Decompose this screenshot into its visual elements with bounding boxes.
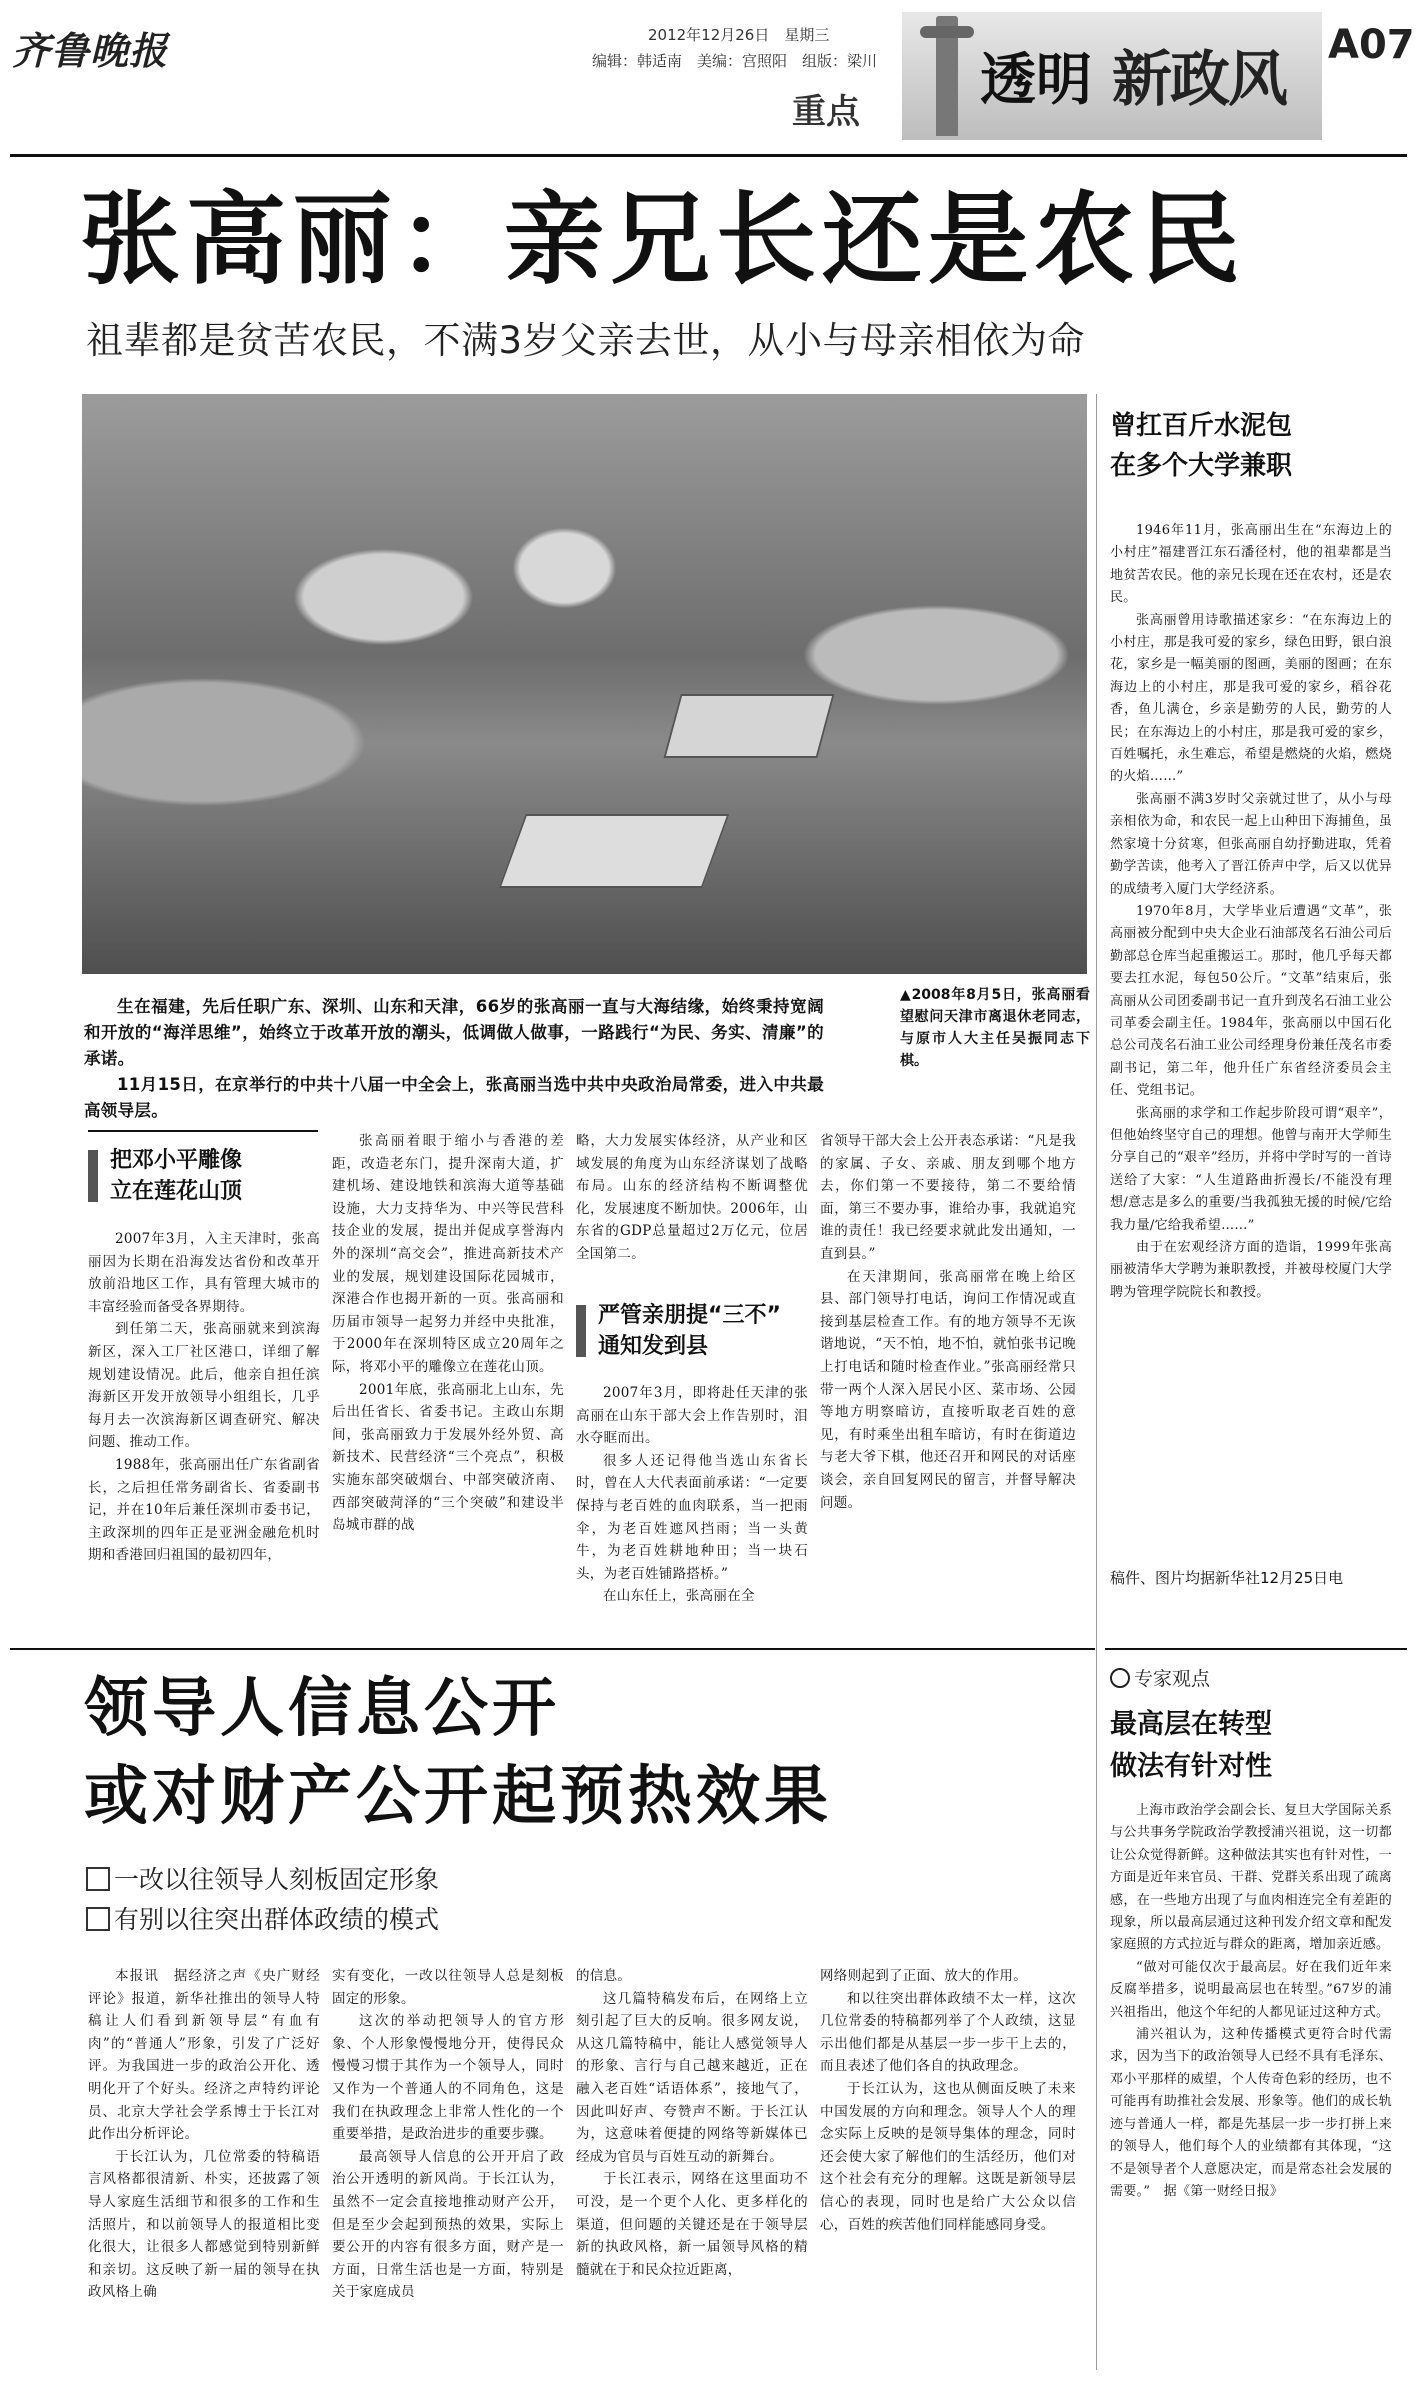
page-number: A07 xyxy=(1328,22,1415,68)
body-paragraph: 2001年底，张高丽北上山东，先后出任省长、省委书记。主政山东期间，张高丽致力于发展外经外贸、高新技术、民营经济“三个亮点”，积极实施东部突破烟台、中部突破济南、西部突破菏泽的“三个突破”和建设半岛城市群的战 xyxy=(332,1381,564,1534)
col3-subhead xyxy=(576,1300,808,1362)
expert-text xyxy=(1110,1800,1392,2370)
square-bullet-icon xyxy=(86,1867,110,1891)
story1-col2 xyxy=(332,1130,564,1638)
paper-name-logo: 齐鲁晚报 xyxy=(12,28,169,73)
right-column-divider xyxy=(1096,394,1097,2370)
expert-label-text: 专家观点 xyxy=(1134,1668,1211,1690)
expert-rule xyxy=(1105,1648,1407,1650)
banner-box xyxy=(902,12,1322,140)
column-divider xyxy=(88,1130,318,1132)
lead-paragraph-1: 生在福建，先后任职广东、深圳、山东和天津，66岁的张高丽一直与大海结缘，始终秉持宽阔和开放的“海洋思维”，始终立于改革开放的潮头，低调做人做事，一路践行“为民、务实、清廉”的承诺。 xyxy=(84,997,824,1068)
sidebar-paragraph: 1946年11月，张高丽出生在“东海边上的小村庄”福建晋江东石潘径村，他的祖辈都是当地贫苦农民。他的亲兄长现在还在农村，还是农民。 xyxy=(1110,523,1392,606)
subhead-marker xyxy=(88,1150,98,1202)
expert-title-line2: 做法有针对性 xyxy=(1110,1751,1272,1782)
body-paragraph: 在山东任上，张高丽在全 xyxy=(603,1588,755,1605)
expert-paragraph: 上海市政治学会副会长、复旦大学国际关系与公共事务学院政治学教授浦兴祖说，这一切都让公众觉得新鲜。这种做法其实也有针对性，一方面是近年来官员、干群、党群关系出现了疏离感，在一些地方出现了与血肉相连完全有差距的现象，所以最高层通过这种刊发介绍文章和配发家庭照的方式拉近与群众的距离，增加亲近感。 xyxy=(1110,1803,1392,1953)
col3-subhead-text xyxy=(598,1300,781,1362)
masthead-rule xyxy=(10,154,1407,157)
body-paragraph: 最高领导人信息的公开开启了政治公开透明的新风尚。于长江认为，虽然不一定会直接地推动财产公开，但是至少会起到预热的效果，实际上要公开的内容有很多方面，财产是一方面，日常生活也是一方面，特别是关于家庭成员 xyxy=(332,2148,564,2301)
expert-paragraph: 浦兴祖认为，这种传播模式更符合时代需求，因为当下的政治领导人已经不具有毛泽东、邓小平那样的威望，个人传奇色彩的经历，也不可能再有助推社会发展、形象等。他们的成长轨迹与普通人一样，都是先基层一步一步打拼上来的领导人，他们每个人的业绩都有其体现，“这不是领导者个人意愿决定，而是常态社会发展的需要。” 据《第一财经日报》 xyxy=(1110,2027,1392,2199)
col3-subhead-line2: 通知发到县 xyxy=(598,1334,709,1359)
expert-title-line1: 最高层在转型 xyxy=(1110,1709,1272,1740)
story2-col1 xyxy=(88,1965,320,2370)
sidebar-paragraph: 1970年8月，大学毕业后遭遇“文革”，张高丽被分配到中央大企业石油部茂名石油公司后勤部总仓库当起重搬运工。那时，他几乎每天都要去扛水泥，每包50公斤。“文革”结束后，张高丽从公司团委副书记一直升到茂名石油工业公司革委会副主任。1984年，张高丽以中国石化总公司茂名石油工业公司经理身份兼任茂名市委副书记，第二年，他升任广东省经济委员会主任、党组书记。 xyxy=(1110,903,1392,1099)
lead-paragraph-2: 11月15日，在京举行的中共十八届一中全会上，张高丽当选中共中央政治局常委，进入中共最高领导层。 xyxy=(84,1075,824,1120)
body-paragraph: 的信息。 xyxy=(576,1968,632,1984)
col1-subhead-text xyxy=(110,1145,242,1207)
body-paragraph: 2007年3月，即将赴任天津的张高丽在山东干部大会上作告别时，泪水夺眶而出。 xyxy=(576,1385,808,1447)
body-paragraph: 于长江认为，几位常委的特稿语言风格都很清新、朴实，还披露了领导人家庭生活细节和很多的工作和生活照片，和以前领导人的报道相比变化很大，让很多人都感觉到特别新鲜和亲切。这反映了新一届的领导在执政风格上确 xyxy=(88,2148,320,2301)
sidebar-paragraph: 由于在宏观经济方面的造诣，1999年张高丽被清华大学聘为兼职教授，并被母校厦门大学聘为管理学院院长和教授。 xyxy=(1110,1240,1392,1300)
deck-text: 一改以往领导人刻板固定形象 xyxy=(114,1865,440,1894)
chessboard-image xyxy=(499,814,730,888)
news-photo xyxy=(82,394,1087,974)
body-paragraph: 在天津期间，张高丽常在晚上给区县、部门领导打电话，询问工作情况或直接到基层检查工作。有的地方领导不无诙谐地说，“天不怕，地不怕，就怕张书记晚上打电话和随时检查作业。”张高丽经常只带一两个人深入居民小区、菜市场、公园等地方明察暗访，直接听取老百姓的意见，有时乘坐出租车暗访，有时在街道边与老大爷下棋，他还召开和网民的对话座谈会，亲自回复网民的留言，并督导解决问题。 xyxy=(820,1268,1076,1511)
sidebar-title-line2: 在多个大学兼职 xyxy=(1110,451,1293,481)
body-paragraph: 这几篇特稿发布后，在网络上立刻引起了巨大的反响。很多网友说，从这几篇特稿中，能让人感觉领导人的形象、言行与自己越来越近，正在融入老百姓“话语体系”，接地气了，因此叫好声、夸赞声不断。于长江认为，这意味着便捷的网络等新媒体已经成为官员与百姓互动的新舞台。 xyxy=(576,1990,808,2165)
body-paragraph: 和以往突出群体政绩不太一样，这次几位常委的特稿都列举了个人政绩，这显示出他们都是从基层一步一步干上去的，而且表述了他们各自的执政理念。 xyxy=(820,1990,1076,2075)
story1-headline: 张高丽：亲兄长还是农民 xyxy=(80,181,1246,298)
body-paragraph: 这次的举动把领导人的官方形象、个人形象慢慢地分开，使得民众慢慢习惯于其作为一个领导人，同时又作为一个普通人的不同角色，这是我们在执政理念上非常人性化的一个重要举措，是政治进步的重要步骤。 xyxy=(332,2013,564,2143)
body-paragraph: 到任第二天，张高丽就来到滨海新区，深入工厂社区港口，详细了解规划建设情况。此后，他亲自担任滨海新区开发开放领导小组组长，几乎每月去一次滨海新区调查研究、解决问题、推动工作。 xyxy=(88,1321,320,1451)
deck-text: 有别以往突出群体政绩的模式 xyxy=(114,1905,440,1934)
col3-subhead-line1: 严管亲朋提“三不” xyxy=(598,1303,781,1328)
story1-subheadline: 祖辈都是贫苦农民，不满3岁父亲去世，从小与母亲相依为命 xyxy=(86,319,1086,362)
story2-headline-line2: 或对财产公开起预热效果 xyxy=(84,1760,832,1834)
issue-date: 2012年12月26日 星期三 xyxy=(648,26,830,44)
story1-lead xyxy=(84,994,824,1124)
speech-bubble-icon xyxy=(1110,1668,1130,1688)
story1-col4 xyxy=(820,1130,1076,1638)
photo-caption: ▲2008年8月5日，张高丽看望慰问天津市离退休老同志，与原市人大主任吴振同志下棋。 xyxy=(900,987,1090,1069)
sidebar-paragraph: 张高丽曾用诗歌描述家乡：“在东海边上的小村庄，那是我可爱的家乡，绿色田野，银白浪花，家乡是一幅美丽的图画，美丽的图画；在东海边上的小村庄，那是我可爱的家乡，稻谷花香，鱼儿满仓，乡亲是勤劳的人民，勤劳的人民；在东海边上的小村庄，那是我可爱的家乡，百姓嘱托，永生难忘，希望是燃烧的火焰，燃烧的火焰……” xyxy=(1110,612,1392,785)
square-bullet-icon xyxy=(86,1907,110,1931)
expert-paragraph: “做对可能仅次于最高层。好在我们近年来反腐举措多，说明最高层也在转型。”67岁的浦兴祖指出，他这个年纪的人都见证过这种方式。 xyxy=(1110,1959,1392,2020)
body-paragraph: 略，大力发展实体经济，从产业和区域发展的角度为山东经济谋划了战略布局。山东的经济结构不断调整优化，发展速度不断加快。2006年，山东省的GDP总量超过2万亿元，位居全国第二。 xyxy=(576,1133,808,1262)
body-paragraph: 于长江认为，这也从侧面反映了未来中国发展的方向和理念。领导人个人的理念实际上反映的是领导集体的理念，同时还会使大家了解他们的生活经历，他们对这个社会有充分的理解。这既是新领导层信心的表现，同时也是给广大公众以信心，百姓的疾苦他们同样能感同身受。 xyxy=(820,2080,1076,2233)
expert-label xyxy=(1110,1664,1210,1691)
banner-word-new-style: 新政风 xyxy=(1112,45,1286,115)
story1-col3 xyxy=(576,1130,808,1266)
huabiao-top-icon xyxy=(920,26,974,38)
story-divider xyxy=(10,1648,1095,1650)
body-paragraph: 本报讯 据经济之声《央广财经评论》报道，新华社推出的领导人特稿让人们看到新领导层“有血有肉”的“普通人”形象，引发了广泛好评。为我国进一步的政治公开化、透明化开了个好头。经济之声特约评论员、北京大学社会学系博士于长江对此作出分析评论。 xyxy=(88,1968,320,2143)
body-paragraph: 张高丽着眼于缩小与香港的差距，改造老东门，提升深南大道，扩建机场、建设地铁和滨海大道等基础设施，大力支持华为、中兴等民营科技企业的发展，提出并促成享誉海内外的深圳“高交会”，推进高新技术产业的发展，规划建设国际花园城市，深港合作也揭开新的一页。张高丽和历届市领导一起努力并经中央批准，于2000年在深圳特区成立20周年之际，将邓小平的雕像立在莲花山顶。 xyxy=(332,1133,564,1375)
story1-credit: 稿件、图片均据新华社12月25日电 xyxy=(1110,1569,1344,1587)
sidebar-paragraph: 张高丽不满3岁时父亲就过世了，从小与母亲相依为命，和农民一起上山种田下海捕鱼，虽然家境十分贫寒，但张高丽自幼抒勤进取，凭着勤学苦读，他考入了晋江侨声中学，后又以优异的成绩考入厦门大学经济系。 xyxy=(1110,791,1392,897)
story2-headline xyxy=(84,1665,832,1841)
expert-title xyxy=(1110,1704,1272,1788)
col1-subhead xyxy=(88,1145,318,1207)
body-paragraph: 很多人还记得他当选山东省长时，曾在人大代表面前承诺：“一定要保持与老百姓的血肉联系，当一把雨伞，为老百姓遮风挡雨；当一头黄牛，为老百姓耕地种田；当一块石头，为老百姓铺路搭桥。” xyxy=(576,1452,808,1582)
col1-subhead-line2: 立在莲花山顶 xyxy=(110,1179,243,1204)
body-paragraph: 省领导干部大会上公开表态承诺：“凡是我的家属、子女、亲戚、朋友到哪个地方去，你们第一不要接待，第二不要给情面，第三不要办事，谁给办事，我就追究谁的责任！我已经要求就此发出通知，一直到县。” xyxy=(820,1133,1076,1262)
banner-word-transparent: 透明 xyxy=(980,48,1092,113)
story2-deck xyxy=(86,1860,439,1940)
editors-credit: 编辑：韩适南 美编：宫照阳 组版：梁川 xyxy=(592,52,878,70)
story2-deck-line1 xyxy=(86,1860,439,1900)
sidebar-title-line1: 曾扛百斤水泥包 xyxy=(1110,411,1293,441)
body-paragraph: 实有变化，一改以往领导人总是刻板固定的形象。 xyxy=(332,1968,564,2007)
story1-col1 xyxy=(88,1228,320,1638)
story1-col3b xyxy=(576,1382,808,1638)
chessboard-back-image xyxy=(663,694,834,758)
story2-deck-line2 xyxy=(86,1900,439,1940)
body-paragraph: 2007年3月，入主天津时，张高丽因为长期在沿海发达省份和改革开放前沿地区工作，具有管理大城市的丰富经验而备受各界期待。 xyxy=(88,1231,320,1315)
story2-col4 xyxy=(820,1965,1076,2370)
body-paragraph: 网络则起到了正面、放大的作用。 xyxy=(820,1968,1027,1984)
section-label: 重点 xyxy=(792,92,860,132)
col1-subhead-line1: 把邓小平雕像 xyxy=(110,1148,243,1173)
body-paragraph: 于长江表示，网络在这里面功不可没，是一个更个人化、更多样化的渠道，但问题的关键还是在于领导层新的执政风格，新一届领导风格的精髓就在于和民众拉近距离， xyxy=(576,2171,808,2278)
story2-col3 xyxy=(576,1965,808,2370)
story2-col2 xyxy=(332,1965,564,2370)
sidebar-title xyxy=(1110,406,1292,486)
body-paragraph: 1988年，张高丽出任广东省副省长，之后担任常务副省长、省委副书记，并在10年后兼任深圳市委书记，主政深圳的四年正是亚洲金融危机时期和香港回归祖国的最初四年， xyxy=(88,1456,320,1564)
sidebar-paragraph: 张高丽的求学和工作起步阶段可谓“艰辛”，但他始终坚守自己的理想。他曾与南开大学师生分享自己的“艰辛”经历，并将中学时写的一首诗送给了大家：“人生道路曲折漫长/不能没有理想/意志是多么的重要/当我孤独无援的时候/它给我力量/它给我希望……” xyxy=(1110,1105,1392,1233)
subhead-marker xyxy=(576,1305,586,1357)
story2-headline-line1: 领导人信息公开 xyxy=(84,1672,560,1746)
